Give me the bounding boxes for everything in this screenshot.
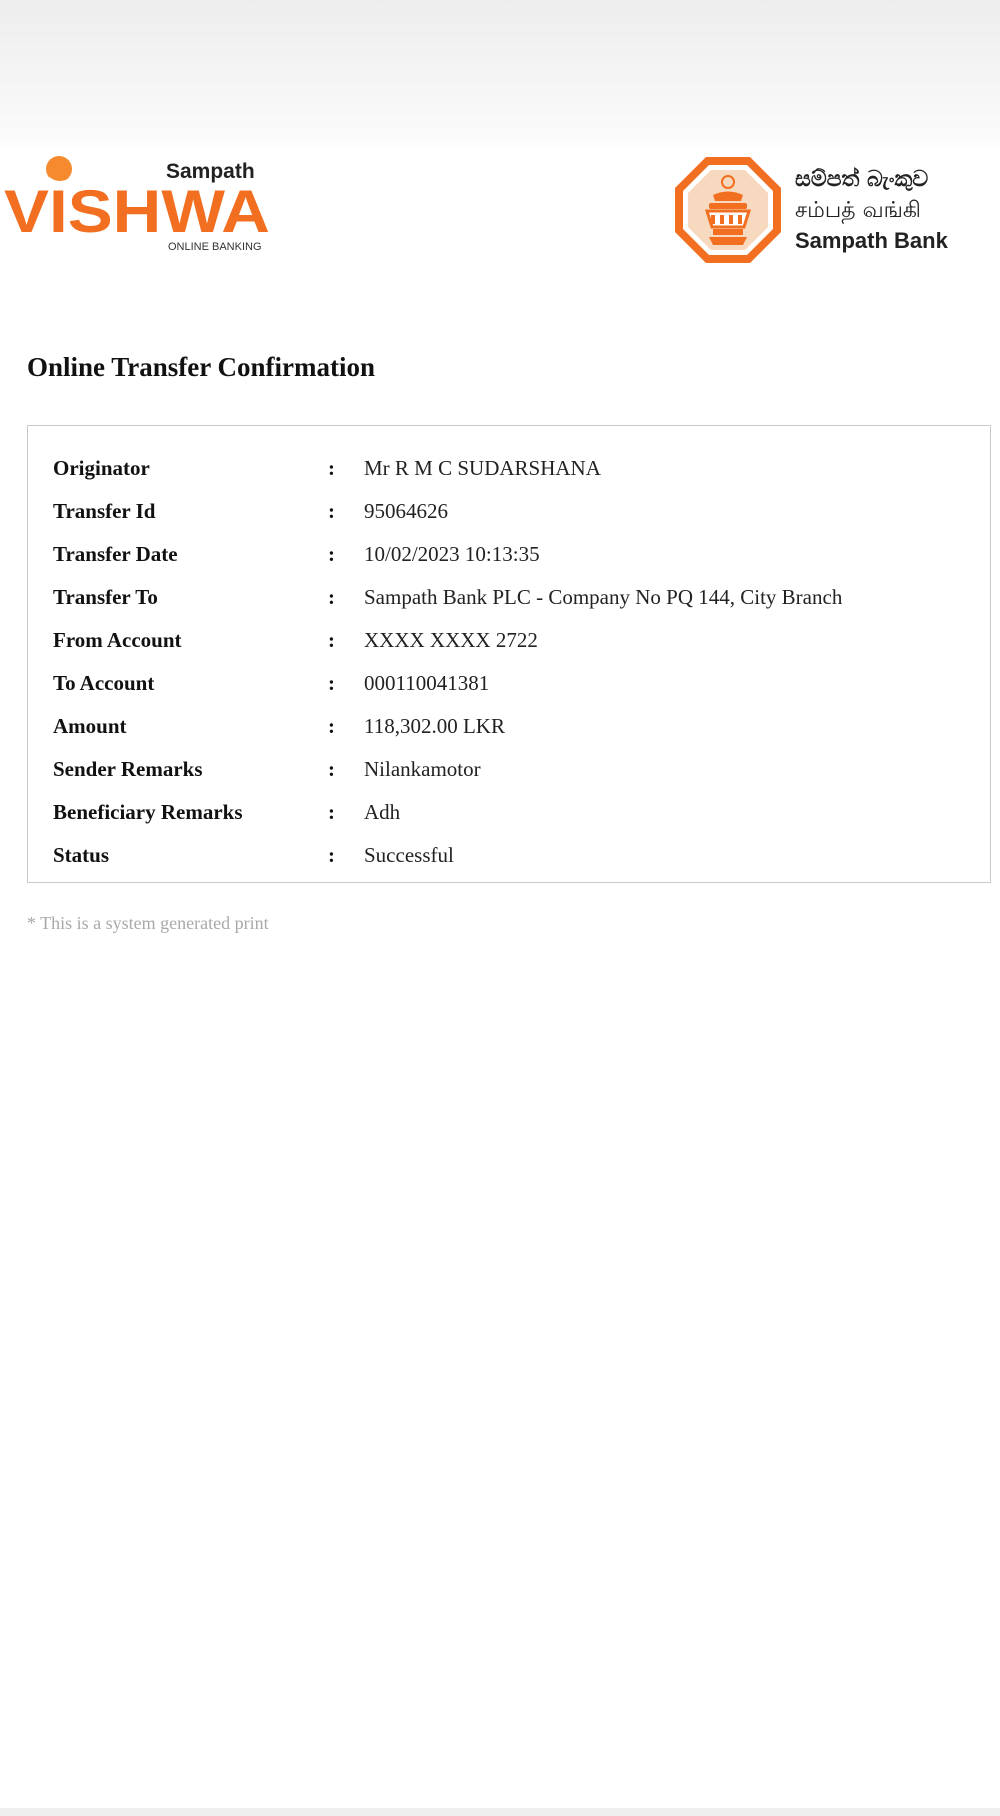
system-generated-footnote: * This is a system generated print [27,913,269,933]
detail-row-status [28,839,988,871]
detail-label: To Account [53,671,155,695]
detail-label: Status [53,843,110,867]
detail-colon: : [328,628,335,652]
detail-row-transfer-id [28,495,988,527]
detail-value: Mr R M C SUDARSHANA [364,456,601,480]
top-margin-band [0,0,1000,145]
detail-label: Transfer Date [53,542,178,566]
detail-label: Beneficiary Remarks [53,800,243,824]
detail-colon: : [328,800,335,824]
detail-label: Transfer To [53,585,158,609]
detail-colon: : [328,585,335,609]
bottom-margin-band [0,1808,1000,1816]
detail-row-amount [28,710,988,742]
detail-value: Sampath Bank PLC - Company No PQ 144, City Branch [364,585,843,609]
detail-row-sender-remarks [28,753,988,785]
detail-colon: : [328,499,335,523]
detail-label: Originator [53,456,150,480]
detail-value: 95064626 [364,499,448,523]
detail-label: Amount [53,714,127,738]
detail-value: Successful [364,843,454,867]
detail-row-transfer-date [28,538,988,570]
detail-row-transfer-to [28,581,988,613]
detail-value: Adh [364,800,401,824]
detail-value: 10/02/2023 10:13:35 [364,542,540,566]
detail-value: 000110041381 [364,671,490,695]
detail-row-beneficiary-remarks [28,796,988,828]
detail-value: XXXX XXXX 2722 [364,628,538,652]
transfer-details-box [27,425,991,883]
sampath-bank-wordmark [795,160,995,260]
detail-colon: : [328,843,335,867]
detail-value: Nilankamotor [364,757,481,781]
vishwa-logo-tagline: ONLINE BANKING [168,241,262,253]
vishwa-logo-brand: VISHWA [4,178,270,245]
detail-label: From Account [53,628,182,652]
detail-row-from-account [28,624,988,656]
page-title: Online Transfer Confirmation [27,352,376,382]
detail-colon: : [328,456,335,480]
detail-label: Sender Remarks [53,757,203,781]
bank-name-tamil: சம்பத் வங்கி [795,198,921,223]
detail-colon: : [328,757,335,781]
bank-name-english: Sampath Bank [795,228,948,253]
detail-colon: : [328,671,335,695]
detail-colon: : [328,714,335,738]
sampath-bank-emblem [673,155,783,265]
detail-row-originator [28,452,988,484]
detail-colon: : [328,542,335,566]
detail-label: Transfer Id [53,499,156,523]
detail-row-to-account [28,667,988,699]
bank-name-sinhala: සම්පත් බැංකුව [795,167,929,192]
vishwa-logo-sampath: Sampath [166,160,255,183]
detail-value: 118,302.00 LKR [364,714,505,738]
vishwa-logo [0,148,290,258]
